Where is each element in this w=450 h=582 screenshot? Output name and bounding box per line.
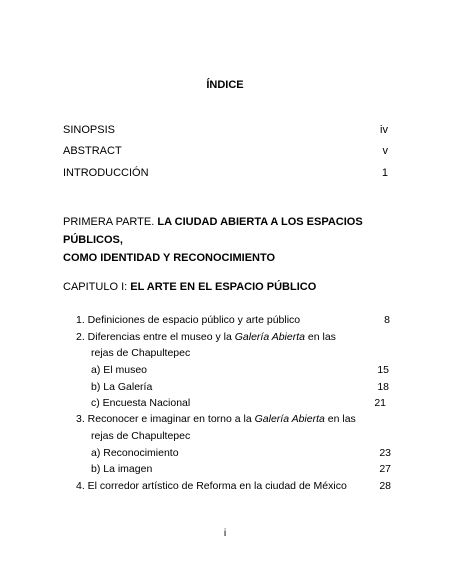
toc-entry-sinopsis[interactable] bbox=[63, 124, 388, 137]
toc-item-4[interactable]: 4. El corredor artístico de Reforma en la ciudad de México bbox=[76, 480, 347, 492]
toc-entry-abstract[interactable] bbox=[63, 145, 388, 158]
toc-item-2a[interactable]: a) El museo bbox=[91, 364, 148, 376]
toc-item-1-page: 8 bbox=[384, 314, 390, 326]
toc-item-2b[interactable]: b) La Galería bbox=[91, 381, 153, 393]
toc-item-3-text-c: en las bbox=[324, 413, 356, 425]
chapter-heading bbox=[63, 281, 316, 293]
toc-entry-label: INTRODUCCIÓN bbox=[63, 167, 149, 179]
toc-item-2c[interactable]: c) Encuesta Nacional bbox=[91, 397, 191, 409]
toc-item-3b[interactable]: b) La imagen bbox=[91, 463, 153, 475]
toc-item-4-page: 28 bbox=[379, 480, 391, 492]
part-title-line1: LA CIUDAD ABIERTA A LOS ESPACIOS PÚBLICOS, bbox=[63, 216, 363, 246]
toc-item-3-text-a: 3. Reconocer e imaginar en torno a la bbox=[76, 413, 255, 425]
part-heading bbox=[63, 213, 403, 267]
toc-entry-label: ABSTRACT bbox=[63, 145, 122, 157]
chapter-title: EL ARTE EN EL ESPACIO PÚBLICO bbox=[130, 281, 317, 293]
toc-item-2-line2: rejas de Chapultepec bbox=[91, 347, 191, 359]
toc-item-2[interactable] bbox=[76, 331, 336, 344]
toc-item-2-italic: Galería Abierta bbox=[234, 331, 305, 343]
toc-entry-page: v bbox=[382, 145, 388, 157]
toc-item-1[interactable]: 1. Definiciones de espacio público y arte público bbox=[76, 314, 301, 326]
page-number: i bbox=[223, 527, 227, 539]
toc-item-2c-page: 21 bbox=[374, 397, 386, 409]
part-title-line2: COMO IDENTIDAD Y RECONOCIMIENTO bbox=[63, 252, 276, 264]
toc-entry-page: 1 bbox=[381, 167, 388, 179]
toc-item-2b-page: 18 bbox=[377, 381, 389, 393]
chapter-prefix: CAPITULO I: bbox=[63, 281, 128, 293]
toc-entry-page: iv bbox=[380, 124, 388, 136]
toc-item-3-italic: Galería Abierta bbox=[254, 413, 325, 425]
toc-item-2-text-c: en las bbox=[304, 331, 336, 343]
part-prefix: PRIMERA PARTE. bbox=[63, 216, 155, 228]
toc-item-3b-page: 27 bbox=[379, 463, 391, 475]
toc-item-3a[interactable]: a) Reconocimiento bbox=[91, 447, 179, 459]
index-title: ÍNDICE bbox=[206, 79, 244, 91]
toc-item-3[interactable] bbox=[76, 413, 356, 426]
toc-entry-label: SINOPSIS bbox=[63, 124, 115, 136]
toc-entry-introduccion[interactable] bbox=[63, 167, 388, 180]
toc-item-3a-page: 23 bbox=[379, 447, 391, 459]
toc-item-2-text-a: 2. Diferencias entre el museo y la bbox=[76, 331, 235, 343]
toc-item-3-line2: rejas de Chapultepec bbox=[91, 430, 191, 442]
toc-item-2a-page: 15 bbox=[377, 364, 389, 376]
